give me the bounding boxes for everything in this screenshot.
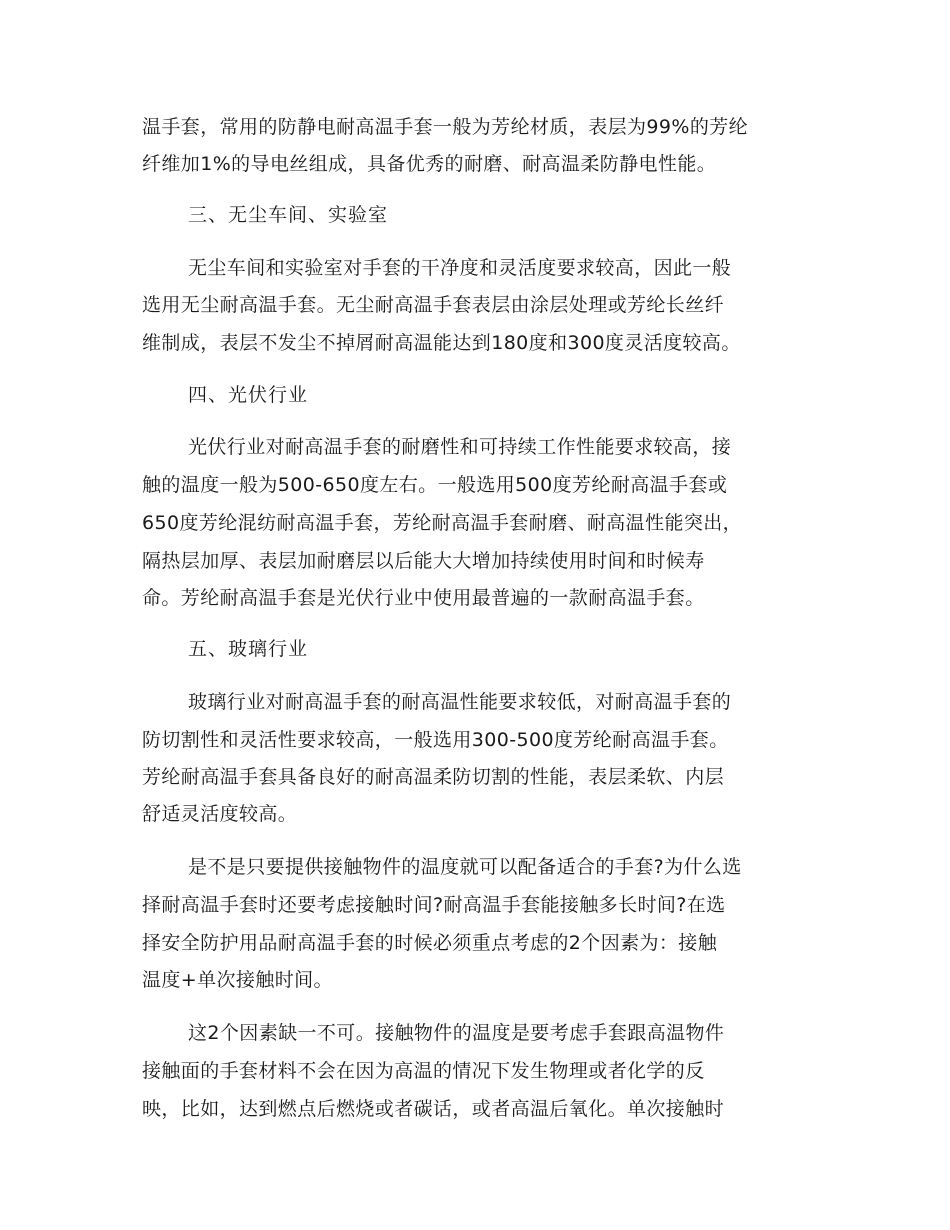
- paragraph-9-line-2: 接触面的手套材料不会在因为高温的情况下发生物理或者化学的反: [142, 1060, 705, 1082]
- paragraph-9-line-3: 映，比如，达到燃点后燃烧或者碳话，或者高温后氧化。单次接触时: [142, 1098, 725, 1120]
- paragraph-5-line-1: 光伏行业对耐高温手套的耐磨性和可持续工作性能要求较高，接: [188, 436, 732, 458]
- section-heading-5: 五、玻璃行业: [188, 638, 309, 660]
- paragraph-1-line-2: 纤维加1%的导电丝组成，具备优秀的耐磨、耐高温柔防静电性能。: [142, 153, 717, 175]
- paragraph-5-line-5: 命。芳纶耐高温手套是光伏行业中使用最普遍的一款耐高温手套。: [142, 587, 705, 609]
- paragraph-8-line-4: 温度+单次接触时间。: [142, 969, 333, 991]
- section-heading-3: 三、无尘车间、实验室: [188, 204, 389, 226]
- paragraph-3-line-3: 维制成，表层不发尘不掉屑耐高温能达到180度和300度灵活度较高。: [142, 332, 741, 354]
- paragraph-7-line-4: 舒适灵活度较高。: [142, 803, 298, 825]
- paragraph-3-line-2: 选用无尘耐高温手套。无尘耐高温手套表层由涂层处理或芳纶长丝纤: [142, 294, 725, 316]
- paragraph-8-line-1: 是不是只要提供接触物件的温度就可以配备适合的手套?为什么选: [188, 856, 742, 878]
- section-heading-4: 四、光伏行业: [188, 384, 309, 406]
- paragraph-5-line-3: 650度芳纶混纺耐高温手套，芳纶耐高温手套耐磨、耐高温性能突出，: [142, 512, 743, 534]
- paragraph-7-line-3: 芳纶耐高温手套具备良好的耐高温柔防切割的性能，表层柔软、内层: [142, 766, 725, 788]
- paragraph-8-line-2: 择耐高温手套时还要考虑接触时间?耐高温手套能接触多长时间?在选: [142, 894, 726, 916]
- paragraph-1-line-1: 温手套，常用的防静电耐高温手套一般为芳纶材质，表层为99%的芳纶: [142, 116, 749, 138]
- paragraph-5-line-2: 触的温度一般为500-650度左右。一般选用500度芳纶耐高温手套或: [142, 474, 728, 496]
- paragraph-7-line-1: 玻璃行业对耐高温手套的耐高温性能要求较低，对耐高温手套的: [188, 691, 732, 713]
- paragraph-3-line-1: 无尘车间和实验室对手套的干净度和灵活度要求较高，因此一般: [188, 257, 732, 279]
- paragraph-7-line-2: 防切割性和灵活性要求较高，一般选用300-500度芳纶耐高温手套。: [142, 729, 729, 751]
- paragraph-5-line-4: 隔热层加厚、表层加耐磨层以后能大大增加持续使用时间和时候寿: [142, 550, 705, 572]
- paragraph-8-line-3: 择安全防护用品耐高温手套的时候必须重点考虑的2个因素为：接触: [142, 932, 718, 954]
- paragraph-9-line-1: 这2个因素缺一不可。接触物件的温度是要考虑手套跟高温物件: [188, 1022, 725, 1044]
